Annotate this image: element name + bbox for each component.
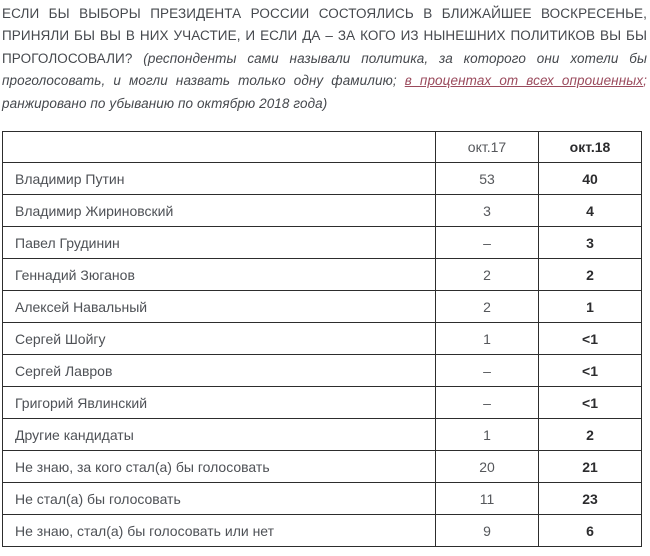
oct18-value-cell: 2	[539, 419, 642, 451]
oct17-value-cell: 2	[436, 259, 539, 291]
table-row	[3, 515, 642, 547]
poll-page	[0, 3, 650, 556]
oct18-value-cell: 23	[539, 483, 642, 515]
table-row	[3, 387, 642, 419]
table-row	[3, 291, 642, 323]
oct17-value-cell: 3	[436, 195, 539, 227]
oct18-value-cell: 3	[539, 227, 642, 259]
candidate-name-cell: Владимир Путин	[3, 163, 436, 195]
candidate-name-cell: Не знаю, стал(а) бы голосовать или нет	[3, 515, 436, 547]
oct18-value-cell: 1	[539, 291, 642, 323]
candidate-name-cell: Алексей Навальный	[3, 291, 436, 323]
intro-paragraph	[2, 3, 647, 115]
col-header-oct18: окт.18	[539, 132, 642, 163]
candidate-name-cell: Павел Грудинин	[3, 227, 436, 259]
question-text: ЕСЛИ БЫ ВЫБОРЫ ПРЕЗИДЕНТА РОССИИ СОСТОЯЛИСЬ В БЛИЖАЙШЕЕ ВОСКРЕСЕНЬЕ, ПРИНЯЛИ БЫ ВЫ В НИХ УЧАСТИЕ, И ЕСЛИ ДА – ЗА КОГО ИЗ НЫНЕШНИХ ПОЛИТИКОВ ВЫ БЫ ПРОГОЛОСОВАЛИ?	[2, 6, 647, 66]
oct17-value-cell: –	[436, 355, 539, 387]
candidate-name-cell: Другие кандидаты	[3, 419, 436, 451]
percent-of-respondents-link[interactable]: в процентах от всех опрошенных	[404, 73, 644, 89]
oct17-value-cell: 11	[436, 483, 539, 515]
oct17-value-cell: 53	[436, 163, 539, 195]
empty-header-cell	[3, 132, 436, 163]
oct17-value-cell: 9	[436, 515, 539, 547]
oct18-value-cell: 2	[539, 259, 642, 291]
candidate-name-cell: Владимир Жириновский	[3, 195, 436, 227]
table-row	[3, 163, 642, 195]
table-row	[3, 227, 642, 259]
oct18-value-cell: <1	[539, 323, 642, 355]
table-body	[3, 163, 642, 547]
oct17-value-cell: 2	[436, 291, 539, 323]
poll-results-table	[2, 131, 642, 547]
candidate-name-cell: Геннадий Зюганов	[3, 259, 436, 291]
oct18-value-cell: 4	[539, 195, 642, 227]
candidate-name-cell: Не стал(а) бы голосовать	[3, 483, 436, 515]
candidate-name-cell: Не знаю, за кого стал(а) бы голосовать	[3, 451, 436, 483]
oct17-value-cell: 1	[436, 419, 539, 451]
table-row	[3, 483, 642, 515]
col-header-oct17: окт.17	[436, 132, 539, 163]
table-row	[3, 323, 642, 355]
table-row	[3, 355, 642, 387]
table-header	[3, 132, 642, 163]
oct18-value-cell: 21	[539, 451, 642, 483]
table-row	[3, 419, 642, 451]
link-semicolon: ;	[643, 73, 647, 89]
oct18-value-cell: 6	[539, 515, 642, 547]
table-row	[3, 195, 642, 227]
note-italic: (респонденты сами называли политика, за которого они хотели бы проголосовать, и могли назвать только одну фамилию;	[2, 50, 647, 89]
oct18-value-cell: <1	[539, 355, 642, 387]
note-tail: ранжировано по убыванию по октябрю 2018 года)	[2, 95, 328, 111]
candidate-name-cell: Сергей Шойгу	[3, 323, 436, 355]
table-row	[3, 259, 642, 291]
oct17-value-cell: 1	[436, 323, 539, 355]
oct17-value-cell: 20	[436, 451, 539, 483]
oct17-value-cell: –	[436, 387, 539, 419]
oct17-value-cell: –	[436, 227, 539, 259]
table-row	[3, 451, 642, 483]
header-row	[3, 132, 642, 163]
candidate-name-cell: Сергей Лавров	[3, 355, 436, 387]
oct18-value-cell: 40	[539, 163, 642, 195]
oct18-value-cell: <1	[539, 387, 642, 419]
candidate-name-cell: Григорий Явлинский	[3, 387, 436, 419]
